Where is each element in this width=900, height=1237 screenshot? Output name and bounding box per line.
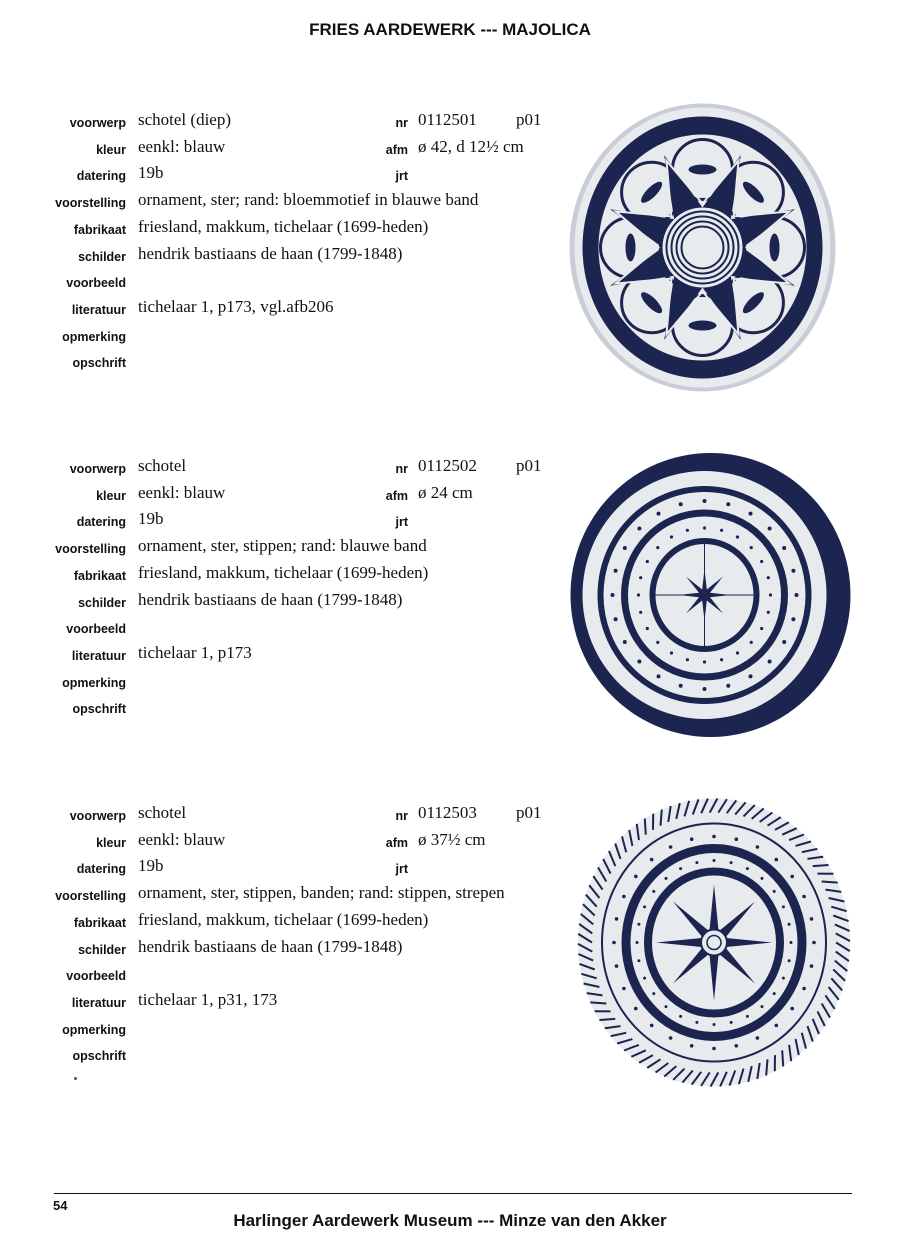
field-row-opschrift <box>0 350 560 374</box>
field-value-afm: ø 42, d 12½ cm <box>418 136 524 156</box>
field-value-datering: 19b <box>138 856 164 876</box>
field-row-voorstelling <box>0 190 560 214</box>
field-value-voorwerp: schotel (diep) <box>138 110 231 129</box>
field-row-voorstelling <box>0 883 560 907</box>
field-row-fabrikaat <box>0 217 560 241</box>
field-label-literatuur: literatuur <box>71 648 126 663</box>
field-row-kleur <box>0 830 560 854</box>
field-value-voorstelling: ornament, ster, stippen, banden; rand: stippen, strepen <box>138 883 505 903</box>
field-value-photo-code: p01 <box>516 110 542 129</box>
page-header <box>0 20 900 40</box>
field-value-schilder: hendrik bastiaans de haan (1799-1848) <box>138 589 403 609</box>
field-label-kleur: kleur <box>96 835 126 850</box>
dish-star-bands-stripes-photo <box>575 795 853 1090</box>
field-label-opschrift: opschrift <box>72 702 126 717</box>
field-label-opschrift: opschrift <box>72 1049 126 1064</box>
field-value-afm: ø 37½ cm <box>418 829 486 849</box>
field-value-datering: 19b <box>138 163 164 183</box>
field-label-literatuur: literatuur <box>71 302 126 317</box>
field-label-jrt: jrt <box>395 862 408 877</box>
field-row-voorbeeld <box>0 963 560 987</box>
field-label-kleur: kleur <box>96 142 126 157</box>
field-row-datering <box>0 163 560 187</box>
field-label-jrt: jrt <box>395 515 408 530</box>
field-label-datering: datering <box>76 862 126 877</box>
field-row-opschrift <box>0 1043 560 1067</box>
field-label-voorbeeld: voorbeeld <box>66 969 126 984</box>
field-label-opmerking: opmerking <box>62 329 126 344</box>
field-label-fabrikaat: fabrikaat <box>73 568 126 583</box>
field-value-datering: 19b <box>138 509 164 529</box>
field-row-schilder <box>0 590 560 614</box>
field-label-afm: afm <box>385 488 408 503</box>
field-label-voorbeeld: voorbeeld <box>66 276 126 291</box>
field-row-literatuur <box>0 297 560 321</box>
field-row-literatuur <box>0 643 560 667</box>
field-label-datering: datering <box>76 515 126 530</box>
field-value-fabrikaat: friesland, makkum, tichelaar (1699-heden) <box>138 909 429 929</box>
field-label-fabrikaat: fabrikaat <box>73 222 126 237</box>
field-value-photo-code: p01 <box>516 803 542 822</box>
field-label-opmerking: opmerking <box>62 675 126 690</box>
field-row-opmerking <box>0 1017 560 1041</box>
field-row-kleur <box>0 137 560 161</box>
field-value-voorwerp: schotel <box>138 456 187 475</box>
field-row-schilder <box>0 244 560 268</box>
field-value-nr: 0112503 <box>418 803 477 822</box>
page-footer <box>0 1211 900 1231</box>
field-value-literatuur: tichelaar 1, p173 <box>138 642 252 662</box>
header-title: FRIES AARDEWERK <box>309 20 476 39</box>
field-value-literatuur: tichelaar 1, p31, 173 <box>138 989 278 1009</box>
field-value-afm: ø 24 cm <box>418 482 473 502</box>
field-row-datering <box>0 509 560 533</box>
field-label-nr: nr <box>395 116 408 130</box>
field-label-afm: afm <box>385 835 408 850</box>
field-value-fabrikaat: friesland, makkum, tichelaar (1699-heden) <box>138 216 429 236</box>
field-label-voorwerp: voorwerp <box>69 116 126 130</box>
field-label-voorstelling: voorstelling <box>55 196 126 211</box>
footer-rule <box>54 1193 852 1194</box>
field-row-voorstelling <box>0 536 560 560</box>
footer-separator: --- <box>477 1211 495 1230</box>
field-label-afm: afm <box>385 142 408 157</box>
field-label-nr: nr <box>395 462 408 476</box>
field-label-kleur: kleur <box>96 488 126 503</box>
field-value-kleur: eenkl: blauw <box>138 136 226 156</box>
field-row-voorbeeld <box>0 616 560 640</box>
field-value-nr: 0112502 <box>418 456 477 475</box>
field-value-fabrikaat: friesland, makkum, tichelaar (1699-heden) <box>138 562 429 582</box>
field-row-voorwerp <box>0 110 560 134</box>
field-value-voorwerp: schotel <box>138 803 187 822</box>
field-label-opmerking: opmerking <box>62 1022 126 1037</box>
field-row-schilder <box>0 937 560 961</box>
header-separator: --- <box>480 20 498 39</box>
footer-museum: Harlinger Aardewerk Museum <box>233 1211 473 1230</box>
field-row-voorwerp <box>0 803 560 827</box>
field-label-schilder: schilder <box>78 595 126 610</box>
field-label-literatuur: literatuur <box>71 995 126 1010</box>
field-label-datering: datering <box>76 169 126 184</box>
field-row-opmerking <box>0 670 560 694</box>
footer-author: Minze van den Akker <box>499 1211 667 1230</box>
field-value-schilder: hendrik bastiaans de haan (1799-1848) <box>138 243 403 263</box>
field-value-literatuur: tichelaar 1, p173, vgl.afb206 <box>138 296 334 316</box>
field-value-kleur: eenkl: blauw <box>138 482 226 502</box>
field-value-nr: 0112501 <box>418 110 477 129</box>
stray-dot <box>74 1077 77 1080</box>
field-value-schilder: hendrik bastiaans de haan (1799-1848) <box>138 936 403 956</box>
header-subtitle: MAJOLICA <box>502 20 591 39</box>
page-number: 54 <box>53 1198 68 1213</box>
field-row-literatuur <box>0 990 560 1014</box>
field-row-voorbeeld <box>0 270 560 294</box>
field-row-voorwerp <box>0 456 560 480</box>
field-label-opschrift: opschrift <box>72 356 126 371</box>
field-row-kleur <box>0 483 560 507</box>
field-label-voorbeeld: voorbeeld <box>66 622 126 637</box>
field-label-voorstelling: voorstelling <box>55 542 126 557</box>
field-label-voorstelling: voorstelling <box>55 889 126 904</box>
dish-dots-blue-band-photo <box>568 450 853 740</box>
field-value-kleur: eenkl: blauw <box>138 829 226 849</box>
field-row-opmerking <box>0 324 560 348</box>
field-label-voorwerp: voorwerp <box>69 809 126 823</box>
field-row-datering <box>0 856 560 880</box>
field-row-opschrift <box>0 696 560 720</box>
field-label-schilder: schilder <box>78 249 126 264</box>
deep-dish-star-flower-photo <box>565 100 840 395</box>
field-label-jrt: jrt <box>395 169 408 184</box>
field-value-photo-code: p01 <box>516 456 542 475</box>
field-label-fabrikaat: fabrikaat <box>73 915 126 930</box>
field-value-voorstelling: ornament, ster; rand: bloemmotief in blauwe band <box>138 190 479 210</box>
field-label-nr: nr <box>395 809 408 823</box>
field-label-schilder: schilder <box>78 942 126 957</box>
field-value-voorstelling: ornament, ster, stippen; rand: blauwe band <box>138 536 427 556</box>
field-row-fabrikaat <box>0 910 560 934</box>
field-row-fabrikaat <box>0 563 560 587</box>
field-label-voorwerp: voorwerp <box>69 462 126 476</box>
